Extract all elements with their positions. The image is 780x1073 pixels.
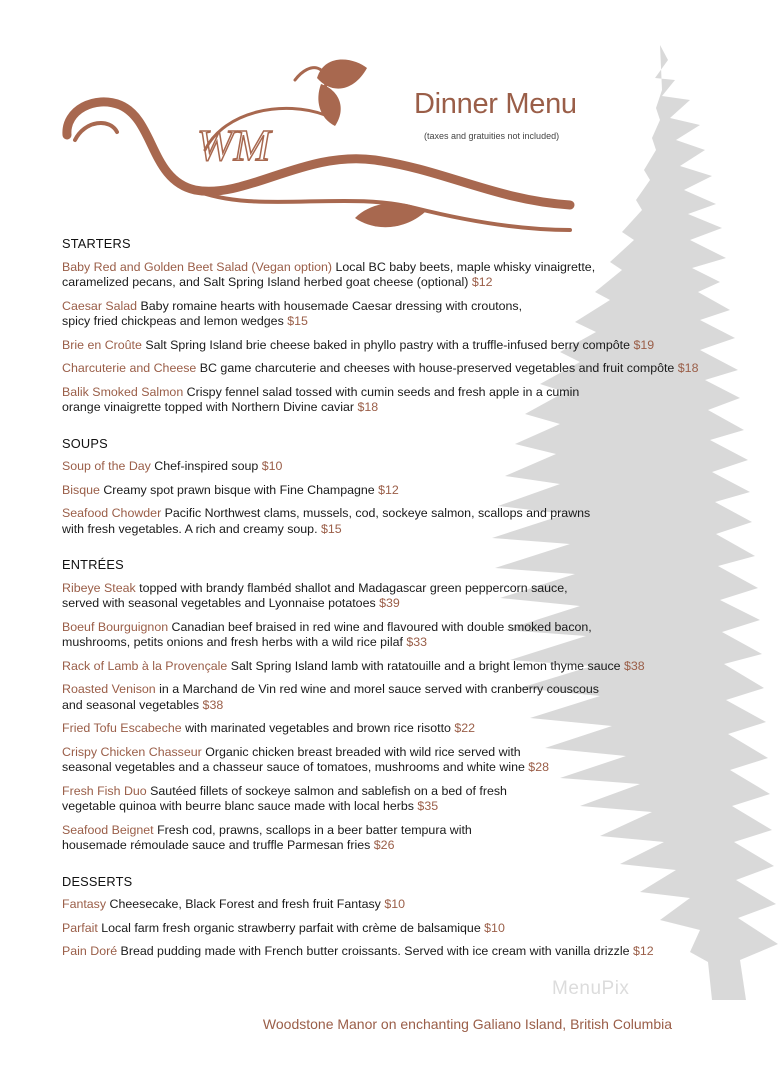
item-name: Seafood Beignet: [62, 822, 154, 837]
item-price: $18: [677, 361, 699, 375]
item-price: $12: [471, 275, 493, 289]
menu-item: [62, 385, 702, 416]
item-name: Fantasy: [62, 897, 107, 911]
item-name: Crispy Chicken Chasseur: [62, 744, 202, 759]
item-desc: housemade rémoulade sauce and truffle Parmesan fries: [62, 838, 374, 852]
item-price: $15: [287, 314, 308, 328]
item-desc: served with seasonal vegetables and Lyonnaise potatoes: [62, 596, 380, 610]
item-price: $10: [484, 920, 505, 935]
section-title: SOUPS: [62, 435, 108, 451]
item-desc: with fresh vegetables. A rich and creamy soup.: [62, 521, 321, 536]
menu-content: [62, 236, 702, 980]
item-name: Caesar Salad: [62, 298, 138, 313]
item-name: Balik Smoked Salmon: [62, 384, 184, 399]
starters-section: [62, 236, 702, 416]
item-desc: Chef-inspired soup: [150, 459, 262, 473]
menu-item: [62, 620, 702, 651]
item-desc: Local BC baby beets, maple whisky vinaigrette,: [332, 259, 596, 274]
menu-item: [62, 921, 702, 937]
footer-brand: Woodstone Manor: [262, 1016, 378, 1032]
menu-item: [62, 483, 702, 499]
item-desc: Canadian beef braised in red wine and flavoured with double smoked bacon,: [168, 619, 592, 634]
item-name: Fresh Fish Duo: [62, 783, 147, 798]
menu-item: [62, 897, 702, 913]
item-desc: Creamy spot prawn bisque with Fine Champagne: [99, 482, 379, 497]
item-price: $10: [384, 897, 405, 911]
item-name: Pain Doré: [62, 944, 118, 958]
item-price: $22: [454, 721, 476, 735]
item-desc: orange vinaigrette topped with Northern Divine caviar: [62, 400, 358, 414]
menu-item: [62, 459, 702, 475]
item-desc: Sautéed fillets of sockeye salmon and sablefish on a bed of fresh: [146, 783, 507, 798]
menu-item: [62, 745, 702, 776]
menu-item: [62, 784, 702, 815]
item-desc: Cheesecake, Black Forest and fresh fruit Fantasy: [106, 897, 385, 911]
item-desc: Local farm fresh organic strawberry parfait with crème de balsamique: [97, 920, 485, 935]
item-desc: BC game charcuterie and cheeses with house-preserved vegetables and fruit compôte: [196, 361, 678, 375]
soups-section: [62, 436, 702, 538]
menu-item: [62, 338, 702, 354]
item-desc: spicy fried chickpeas and lemon wedges: [62, 314, 288, 328]
menu-item: [62, 823, 702, 854]
item-name: Brie en Croûte: [62, 337, 142, 352]
page-subtitle: (taxes and gratuities not included): [424, 131, 560, 141]
item-price: $15: [320, 521, 342, 536]
item-price: $18: [357, 400, 379, 414]
menu-item: [62, 299, 702, 330]
item-desc: and seasonal vegetables: [62, 697, 203, 712]
entrees-section: [62, 557, 702, 854]
menu-item: [62, 721, 702, 737]
item-price: $33: [406, 635, 428, 649]
item-name: Bisque: [62, 482, 100, 497]
item-name: Baby Red and Golden Beet Salad (Vegan option): [62, 259, 333, 274]
item-desc: Crispy fennel salad tossed with cumin seeds and fresh apple in a cumin: [183, 384, 580, 399]
watermark: MenuPix: [552, 978, 630, 999]
item-name: Seafood Chowder: [62, 506, 162, 520]
item-name: Ribeye Steak: [62, 580, 136, 595]
menu-item: [62, 682, 702, 713]
section-title: DESSERTS: [62, 873, 133, 889]
desserts-section: [62, 874, 702, 960]
section-title: STARTERS: [62, 236, 131, 251]
item-name: Charcuterie and Cheese: [62, 361, 197, 375]
swirl-ornament-logo: [55, 40, 575, 250]
item-name: Soup of the Day: [62, 459, 151, 473]
item-desc: Salt Spring Island brie cheese baked in phyllo pastry with a truffle-infused berry compôte: [141, 337, 634, 352]
item-desc: mushrooms, petits onions and fresh herbs with a wild rice pilaf: [62, 635, 407, 649]
menu-item: [62, 506, 702, 537]
item-desc: vegetable quinoa with beurre blanc sauce made with local herbs: [62, 799, 418, 813]
item-desc: Bread pudding made with French butter croissants. Served with ice cream with vanilla drizzle: [117, 944, 633, 958]
item-price: $35: [417, 799, 439, 813]
item-desc: with marinated vegetables and brown rice risotto: [181, 721, 455, 735]
footer-tagline: on enchanting Galiano Island, British Columbia: [377, 1016, 672, 1032]
menu-item: [62, 260, 702, 291]
item-name: Fried Tofu Escabeche: [62, 721, 182, 735]
item-desc: in a Marchand de Vin red wine and morel sauce served with cranberry couscous: [155, 682, 599, 696]
item-price: $12: [632, 944, 654, 958]
item-desc: topped with brandy flambéd shallot and Madagascar green peppercorn sauce,: [135, 580, 568, 595]
item-name: Roasted Venison: [62, 682, 156, 696]
item-price: $28: [528, 760, 549, 774]
item-name: Parfait: [62, 920, 98, 935]
item-price: $38: [202, 697, 224, 712]
item-price: $39: [379, 596, 400, 610]
item-price: $12: [378, 482, 399, 497]
menu-item: [62, 944, 702, 960]
item-price: $26: [373, 838, 395, 852]
page-title: Dinner Menu: [414, 88, 577, 120]
item-desc: Baby romaine hearts with housemade Caesar dressing with croutons,: [137, 298, 523, 313]
item-price: $38: [624, 658, 645, 673]
menu-item: [62, 659, 702, 675]
item-desc: caramelized pecans, and Salt Spring Island herbed goat cheese (optional): [62, 275, 472, 289]
footer-line: [263, 1016, 672, 1032]
item-desc: Salt Spring Island lamb with ratatouille and a bright lemon thyme sauce: [227, 658, 625, 673]
item-desc: Fresh cod, prawns, scallops in a beer batter tempura with: [153, 822, 472, 837]
menu-item: [62, 581, 702, 612]
item-name: Rack of Lamb à la Provençale: [62, 658, 228, 673]
item-desc: Organic chicken breast breaded with wild rice served with: [201, 744, 521, 759]
item-price: $10: [261, 459, 283, 473]
item-desc: Pacific Northwest clams, mussels, cod, sockeye salmon, scallops and prawns: [161, 506, 591, 520]
menu-item: [62, 361, 702, 377]
svg-text:WM: WM: [197, 121, 271, 170]
item-desc: seasonal vegetables and a chasseur sauce of tomatoes, mushrooms and white wine: [62, 760, 529, 774]
item-name: Boeuf Bourguignon: [62, 619, 169, 634]
section-title: ENTRÉES: [62, 557, 124, 572]
item-price: $19: [633, 337, 655, 352]
